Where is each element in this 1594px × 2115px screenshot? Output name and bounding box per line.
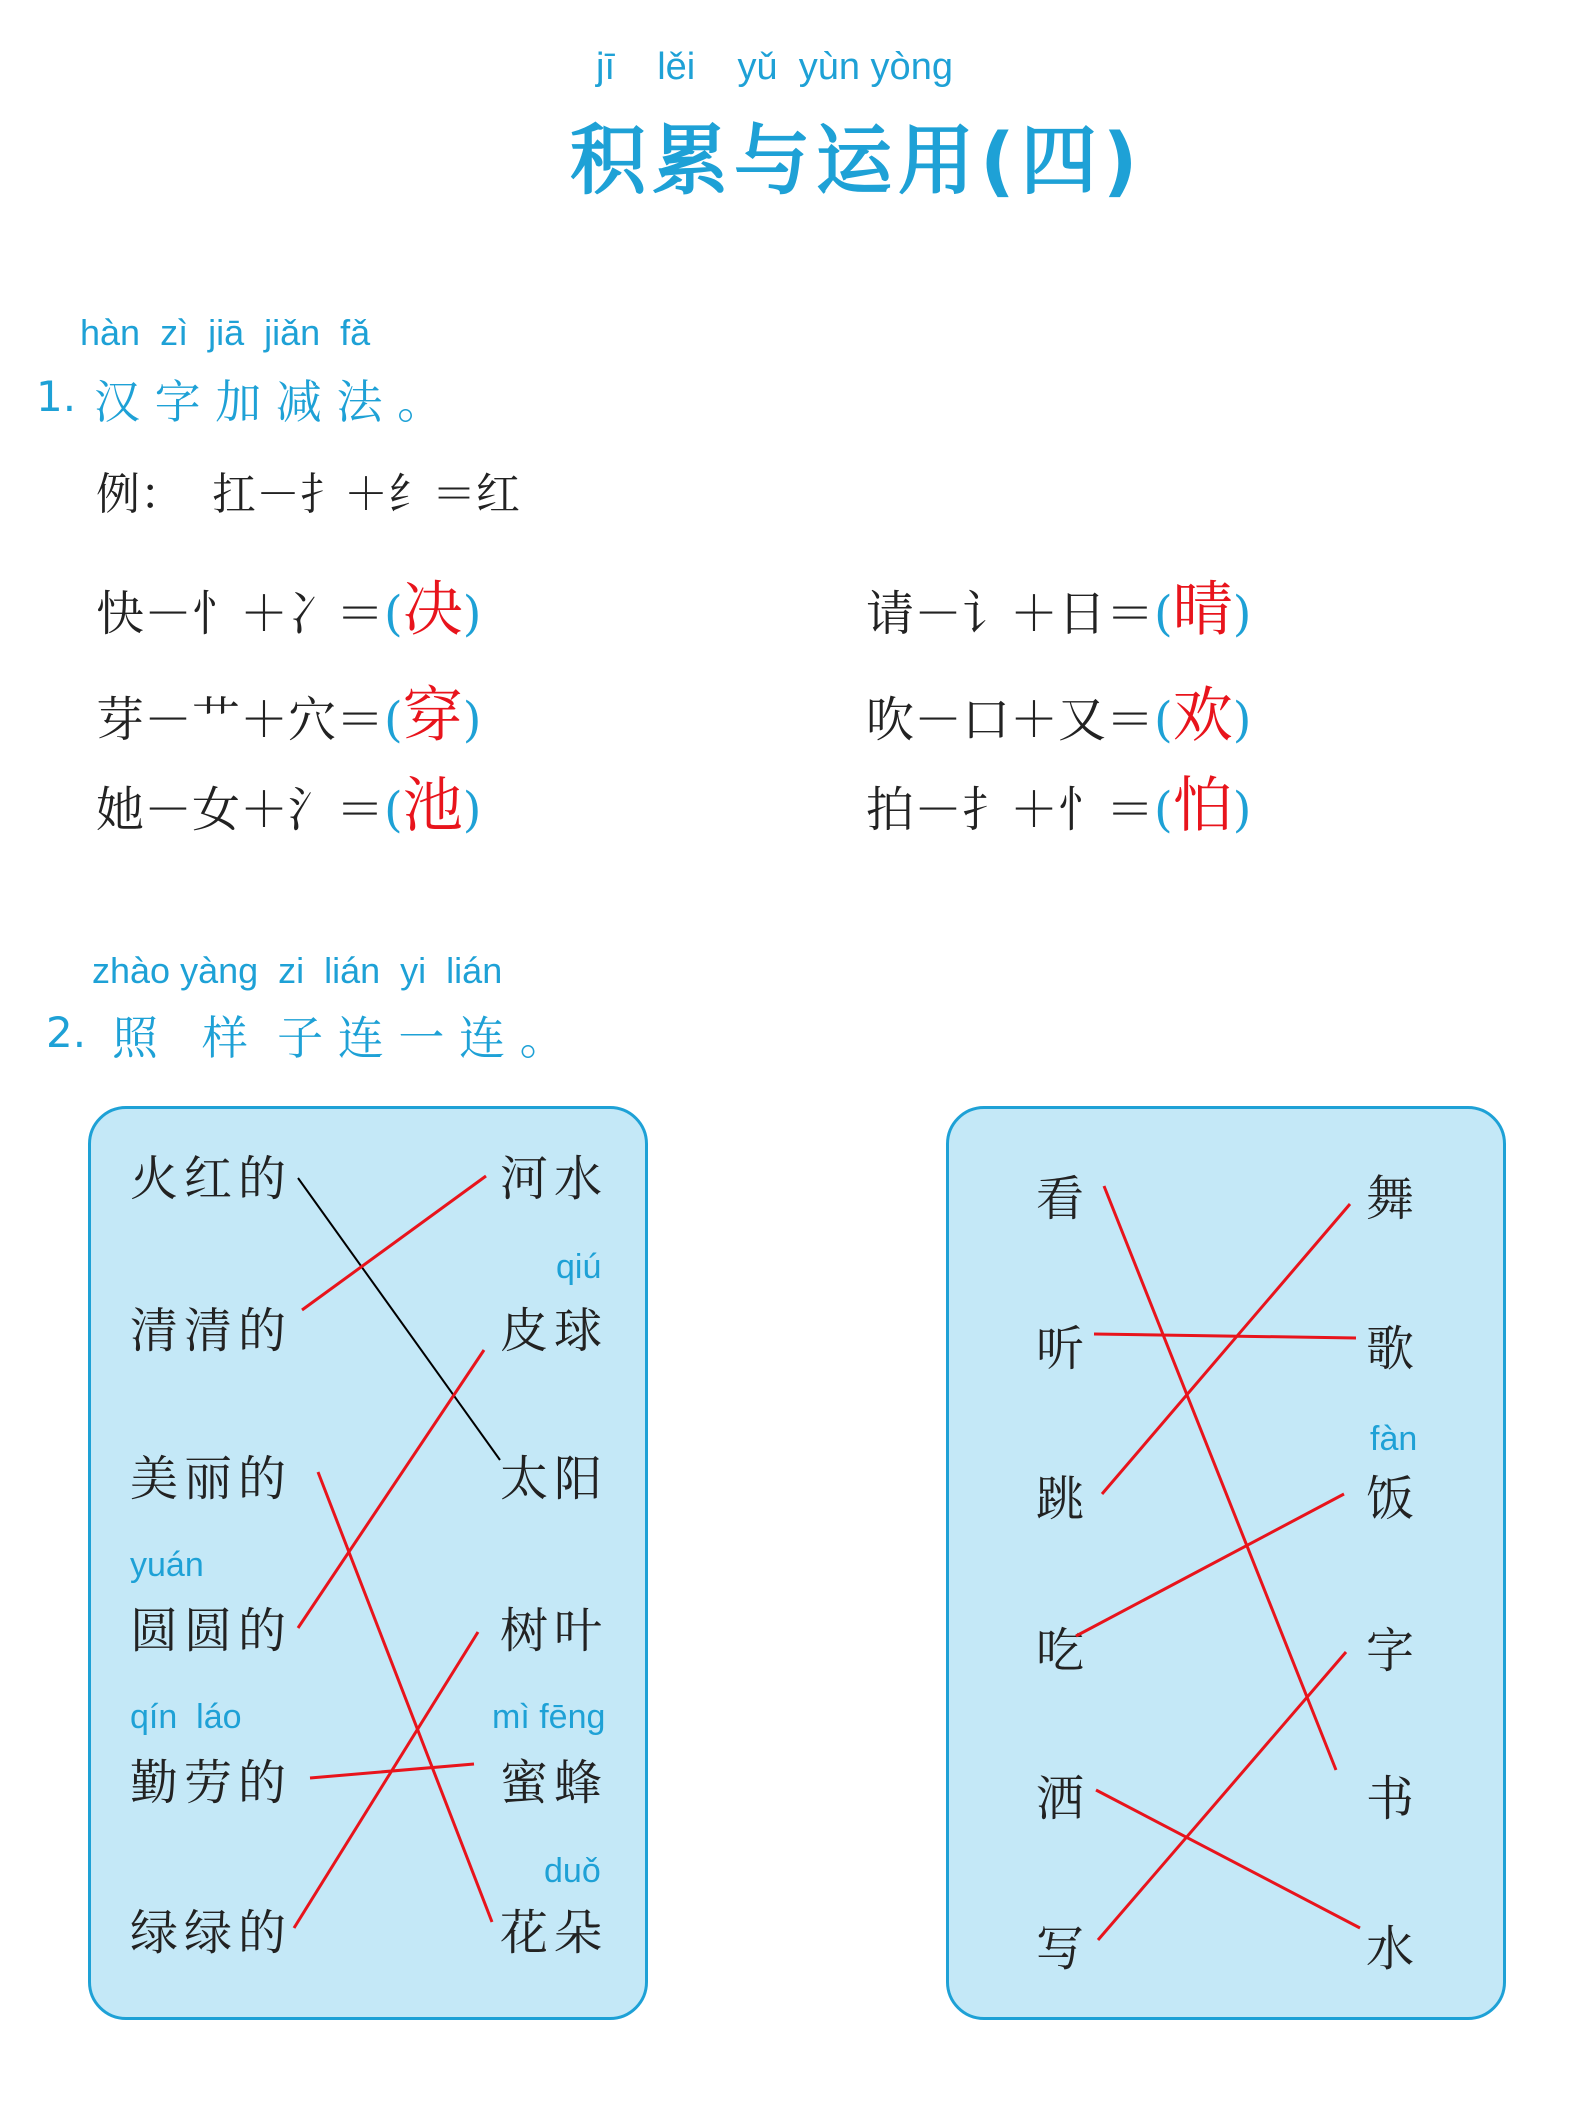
list-item[interactable]: 歌: [1366, 1321, 1421, 1377]
match-line: [1094, 1334, 1356, 1338]
list-item[interactable]: 太阳: [500, 1451, 609, 1507]
title-pinyin: jī lěi yǔ yùn yòng: [596, 46, 953, 88]
equation-left: 请－讠＋日＝: [866, 586, 1155, 642]
page-title: 积累与运用(四): [570, 116, 1144, 205]
match-line: [302, 1176, 486, 1310]
close-paren: ): [1232, 692, 1252, 748]
close-paren: ): [1232, 586, 1252, 642]
list-item[interactable]: 看: [1036, 1171, 1091, 1227]
list-item[interactable]: 书: [1366, 1771, 1421, 1827]
list-item[interactable]: 花朵: [500, 1905, 609, 1961]
close-paren: ): [462, 692, 482, 748]
open-paren: (: [1154, 692, 1173, 748]
word-pinyin: mì fēng: [492, 1698, 606, 1736]
close-paren: ): [462, 586, 482, 642]
list-item[interactable]: 火红的: [130, 1151, 293, 1207]
answer: 决: [402, 575, 463, 645]
example-match-line: [298, 1178, 500, 1460]
q1-pinyin: hàn zì jiā jiǎn fǎ: [80, 312, 371, 353]
equation-left: 吹－口＋又＝: [866, 692, 1155, 748]
list-item[interactable]: 字: [1366, 1623, 1421, 1679]
match-line: [1096, 1790, 1360, 1928]
close-paren: ): [462, 782, 482, 838]
match-line: [318, 1472, 492, 1922]
match-line: [1102, 1204, 1350, 1494]
equation-left: 快－忄＋冫＝: [96, 586, 385, 642]
list-item[interactable]: 舞: [1366, 1171, 1421, 1227]
open-paren: (: [384, 586, 403, 642]
list-item[interactable]: 蜜蜂: [500, 1755, 609, 1811]
match-line: [1098, 1652, 1346, 1940]
list-item[interactable]: 勤劳的: [130, 1755, 293, 1811]
list-item[interactable]: 清清的: [130, 1303, 293, 1359]
answer: 穿: [402, 681, 463, 751]
close-paren: ): [1232, 782, 1252, 838]
list-item[interactable]: 皮球: [500, 1303, 609, 1359]
list-item[interactable]: 写: [1036, 1921, 1091, 1977]
q1-example: 例： 扛－扌＋纟＝红: [96, 469, 520, 520]
match-line: [1076, 1494, 1344, 1636]
word-pinyin: qín láo: [130, 1698, 242, 1736]
equation-left: 她－女＋氵＝: [96, 782, 385, 838]
list-item[interactable]: 跳: [1036, 1471, 1091, 1527]
answer: 池: [402, 771, 463, 841]
q1-instruction: 汉 字 加 减 法 。: [94, 375, 444, 429]
word-pinyin: yuán: [130, 1546, 204, 1584]
list-item[interactable]: 洒: [1036, 1771, 1091, 1827]
match-line: [1104, 1186, 1336, 1770]
word-pinyin: fàn: [1370, 1420, 1418, 1458]
q2-pinyin: zhào yàng zi lián yi lián: [92, 950, 503, 991]
list-item[interactable]: 饭: [1366, 1471, 1421, 1527]
open-paren: (: [1154, 782, 1173, 838]
list-item[interactable]: 树叶: [500, 1603, 609, 1659]
word-pinyin: duǒ: [544, 1852, 601, 1890]
open-paren: (: [1154, 586, 1173, 642]
word-pinyin: qiú: [556, 1248, 602, 1286]
open-paren: (: [384, 782, 403, 838]
q1-number: 1.: [36, 372, 77, 421]
list-item[interactable]: 美丽的: [130, 1451, 293, 1507]
list-item[interactable]: 听: [1036, 1321, 1091, 1377]
list-item[interactable]: 河水: [500, 1151, 609, 1207]
list-item[interactable]: 圆圆的: [130, 1603, 293, 1659]
equation-left: 芽－艹＋穴＝: [96, 692, 385, 748]
list-item[interactable]: 吃: [1036, 1623, 1091, 1679]
answer: 欢: [1172, 681, 1233, 751]
equation-left: 拍－扌＋忄＝: [866, 782, 1155, 838]
q2-instruction: 照 样 子 连 一 连 。: [112, 1011, 566, 1065]
match-line: [294, 1632, 478, 1928]
open-paren: (: [384, 692, 403, 748]
answer: 晴: [1172, 575, 1233, 645]
answer: 怕: [1172, 771, 1233, 841]
list-item[interactable]: 水: [1366, 1921, 1421, 1977]
q2-number: 2.: [46, 1008, 87, 1057]
list-item[interactable]: 绿绿的: [130, 1905, 293, 1961]
